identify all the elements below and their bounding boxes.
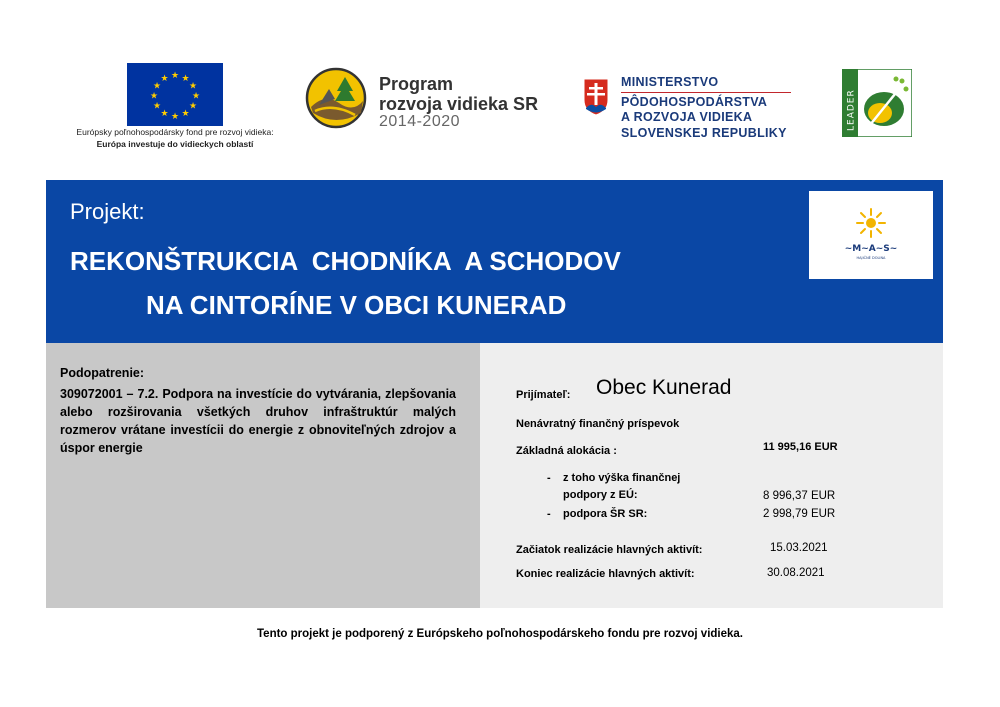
svg-text:★: ★ (188, 81, 198, 92)
eu-caption: Európsky poľnohospodársky fond pre rozvoj vidieka: (76, 127, 274, 137)
sr-support-label: podpora ŠR SR: (563, 508, 648, 520)
leader-logo-icon (842, 69, 912, 137)
leader-logo-text: LEADER (846, 89, 857, 131)
prv-title-line2: rozvoja vidieka SR (379, 94, 539, 114)
start-date-value: 15.03.2021 (770, 542, 828, 554)
svg-text:★: ★ (160, 74, 169, 84)
sr-support-dash: - (547, 508, 551, 520)
slovak-coat-of-arms-icon (583, 78, 609, 116)
eu-caption-bold: Európa investuje do vidieckych oblastí (96, 139, 254, 149)
eu-support-label-line1: z toho výška finančnej (563, 472, 681, 484)
recipient-value: Obec Kunerad (596, 376, 732, 399)
mas-logo-subtext: HAJIČNÉ DOLINA (856, 256, 886, 260)
ministry-line4: SLOVENSKEJ REPUBLIKY (621, 125, 787, 140)
svg-text:★: ★ (181, 109, 190, 119)
mas-logo-text: ~M~A~S~ (844, 244, 898, 254)
sr-support-value: 2 998,79 EUR (763, 508, 836, 520)
ministry-line2: PÔDOHOSPODÁRSTVA (621, 94, 768, 109)
recipient-label: Prijímateľ: (516, 389, 571, 401)
svg-text:★: ★ (152, 81, 162, 92)
prv-years: 2014-2020 (379, 113, 461, 130)
allocation-label: Základná alokácia : (516, 445, 617, 457)
svg-text:★: ★ (160, 109, 169, 119)
svg-text:★: ★ (181, 74, 190, 84)
end-date-label: Koniec realizácie hlavných aktivít: (516, 568, 695, 580)
measure-panel (46, 343, 480, 608)
prv-logo-icon (305, 67, 367, 129)
project-label: Projekt: (70, 199, 145, 224)
svg-text:★: ★ (170, 112, 180, 122)
eu-flag-logo (127, 63, 223, 126)
allocation-value: 11 995,16 EUR (763, 441, 838, 453)
prv-title-line1: Program (379, 74, 454, 94)
eu-stars-icon (127, 63, 223, 126)
project-title-line2: NA CINTORÍNE V OBCI KUNERAD (146, 290, 567, 320)
eu-support-label-line2: podpory z EÚ: (563, 489, 638, 501)
svg-text:★: ★ (149, 91, 159, 102)
ministry-divider (621, 92, 791, 93)
measure-heading: Podopatrenie: (60, 366, 145, 380)
ministry-line1: MINISTERSTVO (621, 75, 719, 89)
footer-note: Tento projekt je podporený z Európskeho poľnohospodárskeho fondu pre rozvoj vidieka. (257, 628, 743, 640)
ministry-logo-text (621, 75, 791, 141)
svg-text:★: ★ (170, 71, 180, 81)
mas-logo (809, 191, 933, 279)
grant-label: Nenávratný finančný príspevok (516, 418, 680, 430)
eu-support-dash: - (547, 472, 551, 484)
svg-text:★: ★ (152, 101, 162, 112)
ministry-line3: A ROZVOJA VIDIEKA (621, 110, 753, 124)
start-date-label: Začiatok realizácie hlavných aktivít: (516, 544, 703, 556)
project-title-line1: REKONŠTRUKCIA CHODNÍKA A SCHODOV (70, 246, 621, 276)
end-date-value: 30.08.2021 (767, 567, 825, 579)
measure-text: 309072001 – 7.2. Podpora na investície do vytvárania, zlepšovania alebo rozširovania všetkých druhov infraštruktúr malých rozmerov vrátane investícii do energie z obnoviteľných zdrojov a úspor energie (60, 387, 456, 455)
eu-support-value: 8 996,37 EUR (763, 490, 836, 502)
svg-text:★: ★ (188, 101, 198, 112)
svg-text:★: ★ (191, 91, 201, 102)
